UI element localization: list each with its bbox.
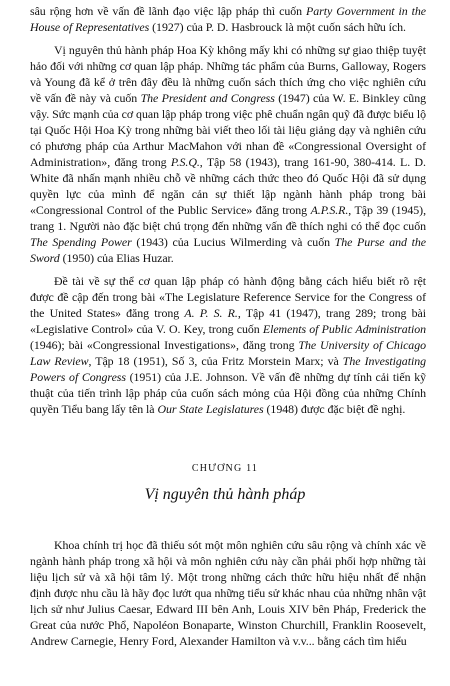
- chapter-title: Vị nguyên thủ hành pháp: [144, 486, 306, 503]
- italic-title: Elements of Public Administration: [262, 322, 427, 336]
- text-run: (1951) của J.E. Johnson. Về vấn đề những dự tính cải tiến kỹ thuật của tiến trình lập pháp của cuốn sách mỏng của Hội đồng của những Chính quyền Tiểu bang lấy tên là: [30, 370, 426, 416]
- text-run: Đề tài về sự thể cơ quan lập pháp có hành động bằng cách hiểu biết rõ rệt được đề cập đến trong bài «The Legislature Reference Service for the Congress of the United States» đăng trong: [30, 274, 426, 320]
- chapter-label: CHƯƠNG 11: [191, 463, 259, 474]
- text-run: (1927) của P. D. Hasbrouck là một cuốn sách hữu ích.: [149, 20, 406, 34]
- italic-title: Our State Legislatures: [157, 402, 264, 416]
- italic-title: The Spending Power: [30, 235, 132, 249]
- text-run: , Tập 18 (1951), Số 3, của Fritz Morstein Marx; và: [88, 354, 343, 368]
- paragraph-1: [0, 0, 450, 35]
- text-run: , Tập 41 (1947), trang 289; trong bài «Legislative Control» của V. O. Key, trong cuốn: [30, 306, 427, 336]
- italic-title: Party Government in the House of Representatives: [30, 4, 426, 34]
- text-run: (1946); bài «Congressional Investigations», đăng trong: [30, 338, 299, 352]
- text-run: Vị nguyên thủ hành pháp Hoa Kỳ không mấy khi có những sự giao thiệp tuyệt hảo đối với những cơ quan lập pháp. Những tác phẩm của Burns, Galloway, Rogers và Young đã kể ở trên đây đều là những cuốn sách thích ứng cho việc nghiên cứu về vấn đề này và cuốn: [30, 43, 426, 105]
- italic-title: The Purse and the Sword: [30, 235, 426, 265]
- italic-title: The President and Congress: [140, 91, 275, 105]
- text-run: Khoa chính trị học đã thiếu sót một môn nghiên cứu sâu rộng và chính xác về ngành hành pháp trong xã hội và môn nghiên cứu này cần phải phối hợp những tài liệu lịch sử và xã hội tâm lý. Một trong những cách thức hữu hiệu nhất để nhận định được nhu cầu là hãy đọc lướt qua những tiểu sử khác nhau của những nhân vật lịch sử như Julius Caesar, Edward III bên Anh, Louis XIV bên Pháp, Frederick the Great của nước Phổ, Napoléon Bonaparte, Winston Churchill, Franklin Roosevelt, Andrew Carnegie, Henry Ford, Alexander Hamilton và v.v... bằng cách tìm hiểu: [30, 538, 426, 648]
- paragraph-4: [0, 537, 450, 649]
- text-run: (1947) của W. E. Binkley cũng vậy. Sức mạnh của cơ quan lập pháp trong việc phê chuẩn ngân quỹ đã được biểu lộ tại Quốc Hội Hoa Kỳ trong những bài viết theo lối tài liệu giảng dạy và nghiên cứu có phương pháp của Arthur MacMahon với nhan đề «Congressional Oversight of Administration», đăng trong: [30, 91, 426, 169]
- text-run: sâu rộng hơn về vấn đề lãnh đạo việc lập pháp thì cuốn: [30, 4, 307, 18]
- paragraph-3: [0, 273, 450, 417]
- text-run: (1948) được đặc biệt đề nghị.: [263, 402, 406, 416]
- text-run: , Tập 58 (1943), trang 161-90, 380-414. L. D. White đã nhấn mạnh nhiều chỗ về những cách thức theo đó Quốc Hội đã sử dụng quyền lực của mình để ngăn cản sự thiết lập ngành hành pháp trong bài «Congressional Control of the Public Service» đăng trong: [30, 155, 426, 217]
- italic-title: A.P.S.R.: [310, 203, 349, 217]
- italic-title: A. P. S. R.: [184, 306, 238, 320]
- text-run: (1950) của Elias Huzar.: [59, 251, 174, 265]
- italic-title: The University of Chicago Law Review: [30, 338, 426, 368]
- text-run: (1943) của Lucius Wilmerding và cuốn: [131, 235, 335, 249]
- italic-title: The Investigating Powers of Congress: [30, 354, 426, 384]
- paragraph-2: [0, 42, 450, 266]
- italic-title: P.S.Q.: [170, 155, 200, 169]
- text-run: , Tập 39 (1945), trang 1. Người nào đặc biệt chú trọng đến những vấn đề thích nghi có thể đọc cuốn: [30, 203, 426, 233]
